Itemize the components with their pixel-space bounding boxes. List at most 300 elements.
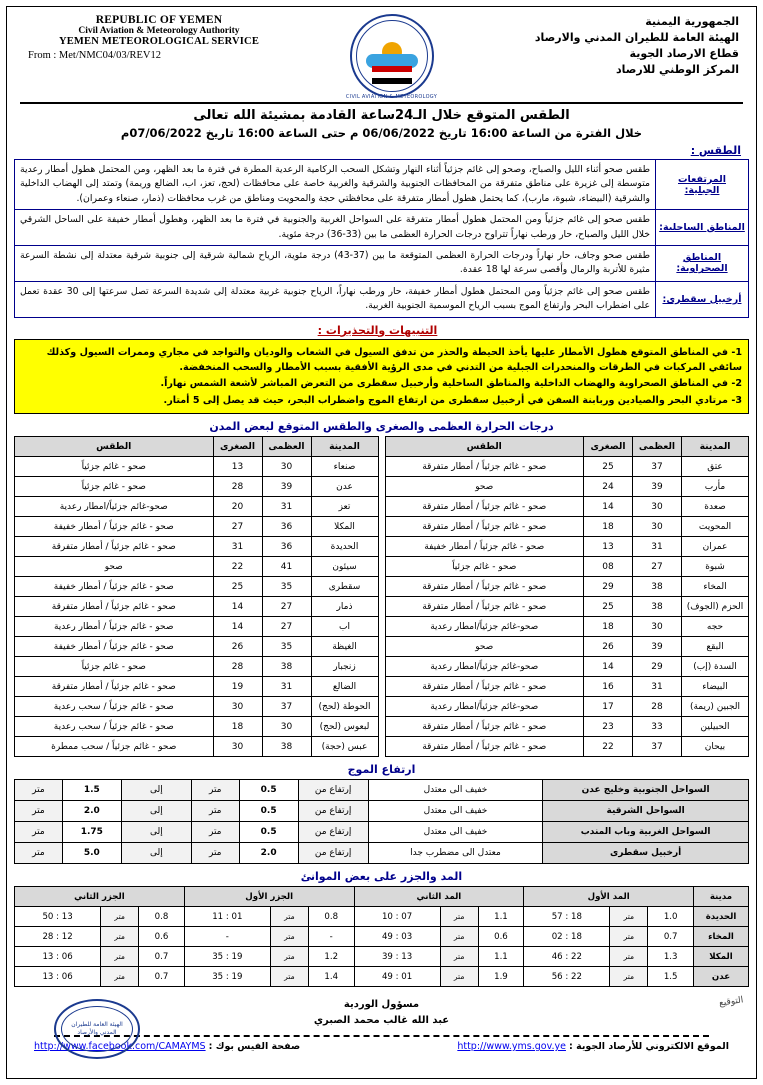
table-row xyxy=(385,457,749,477)
cell-meter-unit: متر xyxy=(610,947,648,967)
cell-max: 41 xyxy=(262,557,311,577)
header-sector-ar: قطاع الارصاد الجوية xyxy=(629,46,739,60)
cell-weather: صحو - غائم جزئياً / أمطار خفيفة xyxy=(385,537,584,557)
cell-city: صعدة xyxy=(682,497,749,517)
cell-min: 20 xyxy=(213,497,262,517)
facebook-link[interactable]: http://www.facebook.com/CAMAYMS xyxy=(34,1041,206,1053)
header-authority-ar: الهيئة العامة للطيران المدني والارصاد xyxy=(534,30,739,44)
cell-weather: صحو - غائم جزئياً / سحب رعدية xyxy=(15,697,214,717)
cell-min: 13 xyxy=(213,457,262,477)
tide-table xyxy=(14,886,749,987)
cell-min: 14 xyxy=(584,497,633,517)
region-text: طقس صحو أثناء الليل والصباح، وصحو إلى غائم جزئياً أثناء النهار وتشكل السحب الركامية الرعدية المطرة في فترة ما بعد الظهر، ومن المحتمل هطول أمطار رعدية متوسطة إلى غزيرة على مناطق متفرقة من المحافظات الجنوبية والشرقية والغربية خاصة على محافظات (لحج، تعز، اب، الضالع وريمة) وتمتد إلى الهضاب الداخلية والشرقية (البيضاء، شبوة، مارب)، كما يحتمل هطول أمطار متفرقة على محافظتي حجة والمحويت ومناطق من غرب محافظات (ذمار، صنعاء وعمران). xyxy=(20,164,650,204)
cell-weather: صحو - غائم جزئياً / سحب رعدية xyxy=(15,717,214,737)
facebook-label: صفحة الفيس بوك : xyxy=(208,1041,301,1053)
table-row xyxy=(385,617,749,637)
page-title: الطقس المتوقع خلال الـ24ساعة القادمة بمشيئة الله تعالى xyxy=(193,108,570,123)
cell-state: خفيف الى معتدل xyxy=(368,801,543,822)
region-text: طقس صحو وجاف، حار نهاراً ودرجات الحرارة العظمى المتوقعة ما بين (37-43) درجة مئوية، الرياح شمالية شرقية إلى جنوبية شرقية معتدلة إلى نشطة السرعة مثيرة للأتربة والرمال وأقصى سرعة لها 18 عقدة. xyxy=(20,250,650,276)
cell-unit: متر xyxy=(191,780,239,801)
cell-min: 24 xyxy=(584,477,633,497)
weather-row xyxy=(15,160,748,210)
cell-max: 38 xyxy=(262,657,311,677)
th-weather: الطقس xyxy=(15,437,214,457)
table-row xyxy=(15,967,749,987)
cell-city: المخاء xyxy=(682,577,749,597)
table-row xyxy=(385,657,749,677)
cell-weather: صحو - غائم جزئياً / أمطار متفرقة xyxy=(385,597,584,617)
table-row xyxy=(15,517,379,537)
cell-weather: صحو - غائم جزئياً / أمطار متفرقة xyxy=(15,537,214,557)
th-high-tide-1: المد الأول xyxy=(524,887,694,907)
cell-from-label: إرتفاع من xyxy=(298,801,368,822)
cell-max: 37 xyxy=(633,737,682,757)
cell-time: 01 : 49 xyxy=(354,967,440,987)
cell-max: 39 xyxy=(262,477,311,497)
cell-weather: صحو-غائم جزئياً/امطار رعدية xyxy=(385,697,584,717)
cell-city: الحديدة xyxy=(311,537,378,557)
cell-unit: متر xyxy=(15,822,63,843)
cell-weather: صحو - غائم جزئياً / أمطار خفيفة xyxy=(15,517,214,537)
cell-weather: صحو - غائم جزئياً / أمطار متفرقة xyxy=(385,517,584,537)
cell-to-value: 2.0 xyxy=(62,801,121,822)
cell-weather: صحو - غائم جزئياً / أمطار متفرقة xyxy=(385,737,584,757)
cell-from-value: 2.0 xyxy=(239,843,298,864)
header-center-ar: المركز الوطني للارصاد xyxy=(615,62,739,76)
header-country-en: REPUBLIC OF YEMEN xyxy=(95,14,223,26)
cell-meter: 0.6 xyxy=(478,927,524,947)
cell-time: 12 : 28 xyxy=(15,927,101,947)
cell-city: ذمار xyxy=(311,597,378,617)
cell-city: لبعوس (لحج) xyxy=(311,717,378,737)
cell-min: 25 xyxy=(584,457,633,477)
cell-meter-unit: متر xyxy=(610,927,648,947)
cell-min: 22 xyxy=(213,557,262,577)
cell-time: 22 : 46 xyxy=(524,947,610,967)
th-low-tide-2: الجزر الثاني xyxy=(15,887,185,907)
header-authority-en: Civil Aviation & Meteorology Authority xyxy=(78,26,240,36)
cell-min: 26 xyxy=(584,637,633,657)
cell-meter-unit: متر xyxy=(440,927,478,947)
table-row xyxy=(15,537,379,557)
cell-time: 22 : 56 xyxy=(524,967,610,987)
cell-weather: صحو xyxy=(385,637,584,657)
cell-to-value: 1.5 xyxy=(62,780,121,801)
cell-meter-unit: متر xyxy=(270,947,308,967)
cell-from-label: إرتفاع من xyxy=(298,780,368,801)
table-row xyxy=(385,737,749,757)
cell-unit: متر xyxy=(191,801,239,822)
cell-max: 27 xyxy=(633,557,682,577)
cell-max: 29 xyxy=(633,657,682,677)
cell-city: الضالع xyxy=(311,677,378,697)
cell-meter: - xyxy=(308,927,354,947)
cell-max: 38 xyxy=(262,737,311,757)
cell-min: 13 xyxy=(584,537,633,557)
cell-time: 19 : 35 xyxy=(184,947,270,967)
table-row xyxy=(15,801,749,822)
website-label: الموقع الالكتروني للأرصاد الجوية : xyxy=(568,1041,729,1053)
table-row xyxy=(385,517,749,537)
cell-city: الغيظة xyxy=(311,637,378,657)
table-row xyxy=(15,577,379,597)
cell-max: 28 xyxy=(633,697,682,717)
cell-time: 06 : 13 xyxy=(15,947,101,967)
cell-min: 30 xyxy=(213,697,262,717)
cell-max: 31 xyxy=(633,677,682,697)
official-stamp-icon xyxy=(54,999,140,1059)
table-row xyxy=(15,907,749,927)
cell-meter: 1.5 xyxy=(648,967,694,987)
cell-zone: السواحل الجنوبية وخليج عدن xyxy=(543,780,749,801)
cell-time: 19 : 35 xyxy=(184,967,270,987)
cell-meter-unit: متر xyxy=(101,947,139,967)
cell-min: 25 xyxy=(584,597,633,617)
cell-to-value: 5.0 xyxy=(62,843,121,864)
cell-time: - xyxy=(184,927,270,947)
cell-to-label: إلى xyxy=(121,780,191,801)
cell-max: 35 xyxy=(262,637,311,657)
cell-city: الجبين (ريمة) xyxy=(682,697,749,717)
cell-weather: صحو - غائم جزئياً / أمطار متفرقة xyxy=(15,597,214,617)
cell-weather: صحو-غائم جزئياً/امطار رعدية xyxy=(15,497,214,517)
cell-max: 33 xyxy=(633,717,682,737)
cell-max: 30 xyxy=(633,517,682,537)
cell-min: 18 xyxy=(584,517,633,537)
cell-city: الحبيلين xyxy=(682,717,749,737)
cell-min: 25 xyxy=(213,577,262,597)
cell-meter-unit: متر xyxy=(270,927,308,947)
cell-meter: 1.1 xyxy=(478,947,524,967)
table-row xyxy=(15,927,749,947)
cell-weather: صحو - غائم جزئياً / أمطار رعدية xyxy=(15,617,214,637)
cell-city: المخاء xyxy=(694,927,749,947)
cell-min: 28 xyxy=(213,477,262,497)
cell-city: الحديدة xyxy=(694,907,749,927)
cell-weather: صحو - غائم جزئياً xyxy=(15,457,214,477)
cell-to-value: 1.75 xyxy=(62,822,121,843)
handwritten-signature: التوقيع xyxy=(718,995,744,1009)
table-row xyxy=(15,822,749,843)
cell-meter: 0.7 xyxy=(139,947,185,967)
cell-city: عتق xyxy=(682,457,749,477)
footer-divider xyxy=(54,1035,709,1037)
page-subtitle: خلال الفترة من الساعة 16:00 تاريخ 06/06/2022 م حتى الساعة 16:00 تاريخ 07/06/2022م xyxy=(120,126,643,140)
region-label: المناطق الساحلية: xyxy=(655,210,748,245)
cell-min: 22 xyxy=(584,737,633,757)
logo-caption: CIVIL AVIATION & METEOROLOGY xyxy=(345,94,438,100)
cell-weather: صحو - غائم جزئياً / سحب ممطرة xyxy=(15,737,214,757)
warning-item: 1- في المناطق المتوقع هطول الأمطار عليها يأخذ الحيطة والحذر من تدفق السيول في الشعاب والوديان والتواجد في مجاري وممرات السيول وكذلك سائقي المركبات في الطرقات والمنحدرات الجبلية من التدني في مدى الرؤية الأفقية بسبب الأمطار والسحب المنخفضة. xyxy=(46,346,742,373)
cell-city: الحزم (الجوف) xyxy=(682,597,749,617)
cell-min: 26 xyxy=(213,637,262,657)
cell-time: 18 : 02 xyxy=(524,927,610,947)
document-footer xyxy=(14,997,749,1079)
authority-logo-icon xyxy=(337,14,447,98)
warnings-box xyxy=(14,339,749,414)
cell-max: 36 xyxy=(262,517,311,537)
region-text: طقس صحو إلى غائم جزئياً ومن المحتمل هطول أمطار متفرقة على السواحل الغربية والجنوبية في فترة ما بعد الظهر، وهطول أمطار خفيفة على الساحل الشرقي خلال الليل والصباح، حار ورطب نهاراً تتراوح درجات الحرارة العظمى ما بين (33-36) درجة مئوية. xyxy=(20,214,650,240)
cell-from-label: إرتفاع من xyxy=(298,822,368,843)
region-text: طقس صحو إلى غائم جزئياً ومن المحتمل هطول أمطار خفيفة، حار ورطب نهاراً، الرياح جنوبية غربية معتدلة إلى شديدة السرعة تصل سرعتها إلى 30 عقدة تعمل على اضطراب البحر وارتفاع الموج بسبب الرياح الموسمية الجنوبية الغربية. xyxy=(20,285,651,312)
table-row xyxy=(15,697,379,717)
cell-time: 03 : 49 xyxy=(354,927,440,947)
shift-officer-label: مسؤول الوردية xyxy=(343,999,420,1011)
cell-max: 31 xyxy=(262,677,311,697)
cell-city: بيحان xyxy=(682,737,749,757)
cell-min: 31 xyxy=(213,537,262,557)
waves-table xyxy=(14,779,749,864)
cell-max: 31 xyxy=(262,497,311,517)
table-row xyxy=(385,477,749,497)
cell-meter-unit: متر xyxy=(610,907,648,927)
cell-min: 23 xyxy=(584,717,633,737)
warning-item: 3- مرتادي البحر والصيادين وربابنة السفن في أرخبيل سقطرى من ارتفاع الموج واضطراب البحر، حيث قد يصل إلى 5 أمتار. xyxy=(163,394,742,406)
cell-weather: صحو - غائم جزئياً / أمطار خفيفة xyxy=(15,577,214,597)
cell-city: سيئون xyxy=(311,557,378,577)
table-header-row xyxy=(15,887,749,907)
cell-from-label: إرتفاع من xyxy=(298,843,368,864)
cell-unit: متر xyxy=(191,822,239,843)
th-city: المدينة xyxy=(311,437,378,457)
cell-max: 30 xyxy=(262,717,311,737)
cell-min: 30 xyxy=(213,737,262,757)
table-row xyxy=(15,947,749,967)
cell-max: 38 xyxy=(633,577,682,597)
cell-meter-unit: متر xyxy=(440,947,478,967)
table-row xyxy=(15,843,749,864)
cell-max: 39 xyxy=(633,637,682,657)
cell-min: 17 xyxy=(584,697,633,717)
cell-min: 14 xyxy=(213,617,262,637)
cell-min: 16 xyxy=(584,677,633,697)
cell-time: 06 : 13 xyxy=(15,967,101,987)
cell-city: المكلا xyxy=(311,517,378,537)
cell-weather: صحو - غائم جزئياً / أمطار متفرقة xyxy=(385,717,584,737)
website-link[interactable]: http://www.yms.gov.ye xyxy=(457,1041,566,1053)
cell-from-value: 0.5 xyxy=(239,780,298,801)
table-row xyxy=(385,677,749,697)
cell-city: تعز xyxy=(311,497,378,517)
cell-to-label: إلى xyxy=(121,801,191,822)
cell-max: 27 xyxy=(262,597,311,617)
cell-max: 38 xyxy=(633,597,682,617)
cell-state: خفيف الى معتدل xyxy=(368,822,543,843)
table-row xyxy=(15,497,379,517)
cell-weather: صحو - غائم جزئياً / أمطار متفرقة xyxy=(385,577,584,597)
cell-time: 07 : 10 xyxy=(354,907,440,927)
cell-meter: 0.6 xyxy=(139,927,185,947)
cell-meter-unit: متر xyxy=(101,927,139,947)
table-row xyxy=(15,597,379,617)
header-service-en: YEMEN METEOROLOGICAL SERVICE xyxy=(58,36,260,47)
table-row xyxy=(385,557,749,577)
table-row xyxy=(15,677,379,697)
weather-row xyxy=(15,210,748,246)
cell-min: 28 xyxy=(213,657,262,677)
cell-weather: صحو - غائم جزئياً xyxy=(15,477,214,497)
cell-meter-unit: متر xyxy=(270,967,308,987)
th-max: العظمى xyxy=(633,437,682,457)
cell-city: زنجبار xyxy=(311,657,378,677)
cell-meter: 0.7 xyxy=(648,927,694,947)
header-arabic-block xyxy=(489,14,739,78)
th-high-tide-2: المد الثاني xyxy=(354,887,524,907)
table-header-row xyxy=(15,437,379,457)
temperature-table-left xyxy=(385,436,750,757)
cell-min: 29 xyxy=(584,577,633,597)
cell-to-label: إلى xyxy=(121,843,191,864)
cell-weather: صحو - غائم جزئياً / أمطار متفرقة xyxy=(385,497,584,517)
cell-meter: 0.7 xyxy=(139,967,185,987)
cell-from-value: 0.5 xyxy=(239,801,298,822)
cell-city: عدن xyxy=(694,967,749,987)
cell-min: 14 xyxy=(584,657,633,677)
cell-meter: 0.8 xyxy=(308,907,354,927)
table-row xyxy=(15,737,379,757)
table-header-row xyxy=(385,437,749,457)
cell-city: حجه xyxy=(682,617,749,637)
cell-meter: 1.0 xyxy=(648,907,694,927)
cell-city: عدن xyxy=(311,477,378,497)
shift-officer-name: عبد الله غالب محمد الصبري xyxy=(313,1015,450,1027)
table-row xyxy=(15,477,379,497)
cell-min: 08 xyxy=(584,557,633,577)
cell-weather: صحو - غائم جزئياً / أمطار خفيفة xyxy=(15,637,214,657)
cell-meter: 1.4 xyxy=(308,967,354,987)
cell-meter: 1.9 xyxy=(478,967,524,987)
cell-unit: متر xyxy=(191,843,239,864)
warnings-label: التنبيهات والتحذيرات : xyxy=(317,323,438,337)
table-row xyxy=(15,637,379,657)
cell-from-value: 0.5 xyxy=(239,822,298,843)
cell-city: اب xyxy=(311,617,378,637)
cell-to-label: إلى xyxy=(121,822,191,843)
header-reference-code: From : Met/NMC04/03/REV12 xyxy=(28,50,162,61)
cell-meter: 1.2 xyxy=(308,947,354,967)
cell-city: سقطرى xyxy=(311,577,378,597)
cell-min: 18 xyxy=(213,717,262,737)
table-row xyxy=(15,457,379,477)
cell-meter: 0.8 xyxy=(139,907,185,927)
table-row xyxy=(15,557,379,577)
cell-city: مأرب xyxy=(682,477,749,497)
cell-max: 27 xyxy=(262,617,311,637)
temperature-table-right xyxy=(14,436,379,757)
table-row xyxy=(385,497,749,517)
cell-max: 30 xyxy=(633,617,682,637)
cell-city: المحويت xyxy=(682,517,749,537)
cell-weather: صحو - غائم جزئياً / أمطار متفرقة xyxy=(385,677,584,697)
cell-max: 31 xyxy=(633,537,682,557)
cell-weather: صحو - غائم جزئياً / أمطار متفرقة xyxy=(15,677,214,697)
cell-max: 37 xyxy=(262,697,311,717)
th-low-tide-1: الجزر الأول xyxy=(184,887,354,907)
cell-max: 37 xyxy=(633,457,682,477)
cell-meter: 1.3 xyxy=(648,947,694,967)
cell-weather: صحو xyxy=(15,557,214,577)
cell-city: البقع xyxy=(682,637,749,657)
cell-weather: صحو xyxy=(385,477,584,497)
cell-min: 19 xyxy=(213,677,262,697)
table-row xyxy=(385,717,749,737)
table-row xyxy=(15,717,379,737)
cell-meter: 1.1 xyxy=(478,907,524,927)
cell-meter-unit: متر xyxy=(440,907,478,927)
cell-city: المكلا xyxy=(694,947,749,967)
weather-section-box xyxy=(14,159,749,318)
cell-city: الحوطة (لحج) xyxy=(311,697,378,717)
table-row xyxy=(15,657,379,677)
cell-weather: صحو - غائم جزئياً xyxy=(385,557,584,577)
cell-city: عبس (حجة) xyxy=(311,737,378,757)
cell-unit: متر xyxy=(15,780,63,801)
tide-table-title: المد والجزر على بعض الموانئ xyxy=(300,870,463,884)
table-row xyxy=(15,780,749,801)
cell-meter-unit: متر xyxy=(101,907,139,927)
region-label: أرخبيل سقطرى: xyxy=(655,282,748,317)
region-label: المناطق الصحراوية: xyxy=(655,246,748,281)
th-weather: الطقس xyxy=(385,437,584,457)
cell-time: 13 : 50 xyxy=(15,907,101,927)
table-row xyxy=(385,597,749,617)
temperature-table-title: درجات الحرارة العظمى والصغرى والطقس المتوقع لبعض المدن xyxy=(209,420,554,434)
cell-weather: صحو-غائم جزئياً/امطار رعدية xyxy=(385,657,584,677)
cell-time: 01 : 11 xyxy=(184,907,270,927)
cell-weather: صحو - غائم جزئياً / أمطار متفرقة xyxy=(385,457,584,477)
cell-min: 27 xyxy=(213,517,262,537)
table-row xyxy=(385,577,749,597)
cell-unit: متر xyxy=(15,843,63,864)
th-min: الصغرى xyxy=(584,437,633,457)
cell-meter-unit: متر xyxy=(610,967,648,987)
cell-max: 35 xyxy=(262,577,311,597)
cell-city: صنعاء xyxy=(311,457,378,477)
document-header xyxy=(14,10,749,98)
cell-zone: السواحل الشرقية xyxy=(543,801,749,822)
temperature-tables xyxy=(14,436,749,757)
region-label: المرتفعات الجبلية: xyxy=(655,160,748,209)
th-max: العظمى xyxy=(262,437,311,457)
cell-city: السدة (إب) xyxy=(682,657,749,677)
header-divider xyxy=(20,102,743,104)
table-row xyxy=(385,537,749,557)
cell-state: خفيف الى معتدل xyxy=(368,780,543,801)
cell-city: البيضاء xyxy=(682,677,749,697)
cell-city: عمران xyxy=(682,537,749,557)
th-city: مدينة xyxy=(694,887,749,907)
cell-state: معتدل الى مضطرب جدا xyxy=(368,843,543,864)
cell-meter-unit: متر xyxy=(101,967,139,987)
cell-zone: السواحل الغربية وباب المندب xyxy=(543,822,749,843)
cell-time: 18 : 57 xyxy=(524,907,610,927)
cell-meter-unit: متر xyxy=(440,967,478,987)
cell-city: شبوة xyxy=(682,557,749,577)
cell-min: 18 xyxy=(584,617,633,637)
cell-meter-unit: متر xyxy=(270,907,308,927)
table-row xyxy=(385,697,749,717)
cell-weather: صحو - غائم جزئياً xyxy=(15,657,214,677)
weather-section-label: الطقس : xyxy=(690,144,741,157)
waves-table-title: ارتفاع الموج xyxy=(347,763,416,777)
cell-max: 36 xyxy=(262,537,311,557)
th-city: المدينة xyxy=(682,437,749,457)
weather-row xyxy=(15,246,748,282)
header-english-block xyxy=(24,14,294,61)
cell-max: 39 xyxy=(633,477,682,497)
cell-max: 30 xyxy=(262,457,311,477)
cell-weather: صحو-غائم جزئياً/امطار رعدية xyxy=(385,617,584,637)
